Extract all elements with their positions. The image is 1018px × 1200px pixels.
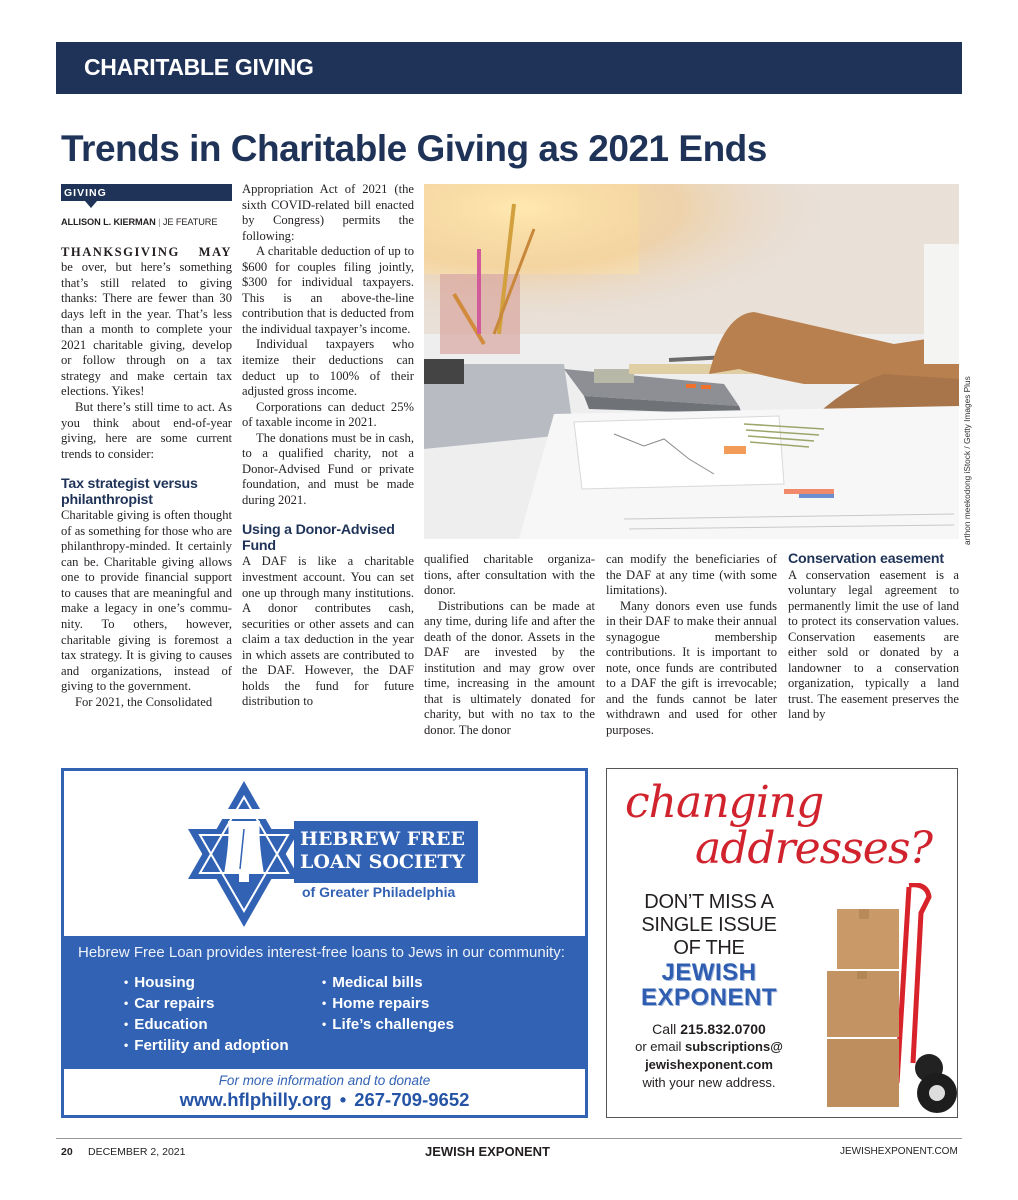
email-part1[interactable]: subscriptions@ xyxy=(684,1039,783,1054)
ad-script-line2: addresses? xyxy=(695,823,933,874)
paragraph: A charitable deduction of up to $600 for couples filing jointly, $300 for individual taxpayers. This is an above-the-line contribution that is deducted from the individual taxpayer’s income. xyxy=(242,244,414,336)
paragraph: But there’s still time to act. As you think about end-of-year giving, here are some current trends to consider: xyxy=(61,400,232,461)
hfl-more-info: For more information and to donate xyxy=(218,1073,431,1088)
subhead-tax-strategist: Tax strategist versus philanthropist xyxy=(61,476,198,508)
hfl-list-left xyxy=(124,972,289,1056)
hfl-logo-line2: LOAN SOCIETY xyxy=(300,851,466,873)
ad-script-line1: changing xyxy=(625,777,824,828)
article-column-1 xyxy=(61,184,232,710)
ad-copy xyxy=(609,891,809,1092)
paragraph: Charitable giving is often thought of as something for those who are philanthropy-minded. It certainly can be. Charitable giving allows one to provide financial support to causes that are meaningful and make a legacy in one’s community. To others, however, charitable giving is foremost a tax strategy. It is giving to causes and organizations, instead of giving to the government. xyxy=(61,508,232,694)
paragraph: A conservation easement is a voluntary legal agreement to permanently limit the use of land to protect its conservation values. Conservation easements are either sold or donated by a landowner to a conservation organization, typically a land trust. The easement preserves the land by xyxy=(788,567,959,722)
author-name: ALLISON L. KIERMAN xyxy=(61,217,156,227)
article-column-5 xyxy=(788,552,959,723)
hfl-logo xyxy=(182,779,482,929)
hfl-service-item: • Car repairs xyxy=(124,993,289,1014)
article-column-4 xyxy=(606,552,777,739)
paragraph: Distributions can be made at any time, during life and after the death of the donor. Assets in the DAF are invested by the institution and may grow over time, increasing in the amount that is ultimately donated for charity, but with no tax to the donor. The donor xyxy=(424,598,595,738)
changing-addresses-ad[interactable] xyxy=(606,768,958,1118)
photo-credit: arthon meekodong iStock / Getty Images Plus xyxy=(962,376,972,545)
email-part2[interactable]: jewishexponent.com xyxy=(645,1057,773,1072)
publication-name: JEWISH EXPONENT xyxy=(425,1144,550,1159)
hfl-service-item: • Education xyxy=(124,1014,289,1035)
paragraph: Many donors even use funds in their DAF to make their annual synagogue membership contributions. It is important to note, once funds are contributed to a DAF the gift is irrevocable; and the funds cannot be later withdrawn and used for other purposes. xyxy=(606,598,777,738)
paragraph: Appropriation Act of 2021 (the sixth COVID-related bill enacted by Congress) permits the following: xyxy=(242,182,414,243)
hfl-service-item: • Housing xyxy=(124,972,289,993)
hfl-services-panel xyxy=(64,936,585,1069)
hfl-contact xyxy=(64,1089,585,1111)
subscription-phone[interactable]: 215.832.0700 xyxy=(680,1021,766,1037)
hfl-service-item: • Life’s challenges xyxy=(322,1014,454,1035)
lead-paragraph xyxy=(61,245,232,400)
section-banner xyxy=(56,42,962,94)
brand-exponent: EXPONENT xyxy=(640,984,778,1011)
paragraph: For 2021, the Consolidated xyxy=(75,694,213,709)
dont-miss-line: DON’T MISS A xyxy=(644,891,774,913)
dont-miss-line: SINGLE ISSUE xyxy=(641,914,777,936)
paragraph: A DAF is like a charitable investment account. You can set one up through many institutions. A donor contributes cash, securities or other assets and can claim a tax deduction in the year in which assets are contributed to the DAF. However, the DAF holds the fund for future distribution to xyxy=(242,554,414,709)
photo-calculator-desk-icon xyxy=(424,184,959,539)
hfl-service-item: • Fertility and adoption xyxy=(124,1035,289,1056)
page-number: 20 xyxy=(61,1146,73,1158)
bullet-separator: • xyxy=(339,1089,347,1110)
article-column-2 xyxy=(242,182,414,710)
lead-text: be over, but here’s something that’s still related to giving thanks: There are fewer than 30 days left in the year. That’s less than a month to complete your 2021 charitable giving, develop or follow through on a tax strategy and make certain tax elections. Yikes! xyxy=(61,260,232,399)
article-column-3 xyxy=(424,552,595,739)
article-photo xyxy=(424,184,959,539)
footer-divider xyxy=(56,1138,962,1139)
subhead-donor-advised-fund: Using a Donor-Advised Fund xyxy=(242,522,395,554)
dont-miss-line: OF THE xyxy=(673,937,745,959)
paragraph: can modify the beneficiaries of the DAF at any time (with some limitations). xyxy=(606,552,777,598)
brand-jewish: JEWISH xyxy=(661,959,757,986)
hfl-logo-line3: of Greater Philadelphia xyxy=(302,884,456,900)
hfl-service-item: • Medical bills xyxy=(322,972,454,993)
email-prefix: or email xyxy=(635,1039,685,1054)
publication-url[interactable]: JEWISHEXPONENT.COM xyxy=(840,1146,958,1157)
call-label: Call xyxy=(652,1021,681,1037)
paragraph: qualified charitable organizations, after consultation with the donor. xyxy=(424,552,595,598)
paragraph: The donations must be in cash, to a qualified charity, not a Donor-Advised Fund or private foundation, and must be made during 2021. xyxy=(242,430,414,507)
hfl-website-link[interactable]: www.hflphilly.org xyxy=(179,1089,332,1110)
subhead-conservation-easement: Conservation easement xyxy=(788,551,944,567)
category-tag: GIVING xyxy=(61,184,232,201)
hfl-service-item: • Home repairs xyxy=(322,993,454,1014)
byline-source: JE FEATURE xyxy=(162,217,218,227)
section-label: CHARITABLE GIVING xyxy=(84,54,314,80)
email-line-2 xyxy=(609,1056,809,1074)
hfl-intro: Hebrew Free Loan provides interest-free loans to Jews in our community: xyxy=(78,944,565,961)
paragraph: Individual taxpayers who itemize their deductions can deduct up to 100% of their adjusted gross income. xyxy=(242,337,414,399)
article-headline: Trends in Charitable Giving as 2021 Ends xyxy=(61,128,767,169)
hebrew-free-loan-ad[interactable] xyxy=(61,768,588,1118)
closing-line: with your new address. xyxy=(642,1075,776,1090)
byline xyxy=(61,215,232,231)
issue-date: DECEMBER 2, 2021 xyxy=(88,1146,186,1158)
hand-truck-boxes-icon xyxy=(817,883,957,1115)
call-line xyxy=(609,1020,809,1038)
byline-separator: | xyxy=(158,217,161,227)
hfl-list-right xyxy=(322,972,454,1035)
paragraph: Corporations can deduct 25% of taxable income in 2021. xyxy=(242,399,414,430)
email-line xyxy=(609,1038,809,1056)
lead-caps: THANKSGIVING MAY xyxy=(61,244,232,259)
hfl-logo-line1: HEBREW FREE xyxy=(300,828,465,850)
hfl-phone[interactable]: 267-709-9652 xyxy=(354,1089,470,1110)
